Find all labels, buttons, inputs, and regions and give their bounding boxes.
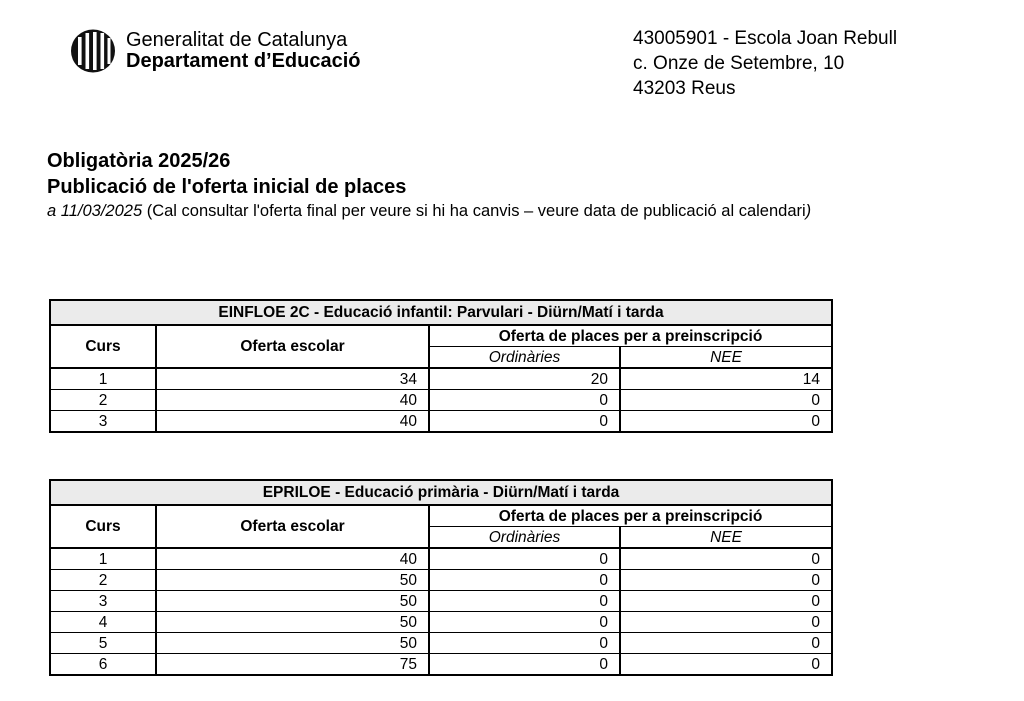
school-address [633, 26, 897, 101]
col-ordinaries-header: Ordinàries [429, 527, 620, 549]
table-row [50, 411, 832, 433]
curs-cell: 2 [50, 570, 156, 591]
ordinaries-cell: 0 [429, 612, 620, 633]
oferta-cell: 50 [156, 612, 429, 633]
oferta-cell: 75 [156, 654, 429, 676]
table-title: EINFLOE 2C - Educació infantil: Parvulari - Diürn/Matí i tarda [50, 300, 832, 325]
school-street: c. Onze de Setembre, 10 [633, 53, 845, 74]
nee-cell: 0 [620, 390, 832, 411]
publication-note [47, 200, 811, 222]
offer-table-infantil [49, 299, 833, 433]
note-open: ( [142, 202, 153, 220]
oferta-cell: 50 [156, 591, 429, 612]
curs-cell: 4 [50, 612, 156, 633]
ordinaries-cell: 0 [429, 633, 620, 654]
nee-cell: 0 [620, 612, 832, 633]
ordinaries-cell: 0 [429, 411, 620, 433]
col-nee-header: NEE [620, 347, 832, 369]
page-title: Obligatòria 2025/26 [47, 150, 231, 172]
ordinaries-cell: 20 [429, 368, 620, 390]
table-row [50, 570, 832, 591]
oferta-cell: 34 [156, 368, 429, 390]
ordinaries-cell: 0 [429, 591, 620, 612]
logo-text [126, 30, 361, 72]
col-curs-header: Curs [50, 505, 156, 548]
curs-cell: 6 [50, 654, 156, 676]
table-title: EPRILOE - Educació primària - Diürn/Matí i tarda [50, 480, 832, 505]
col-group-header: Oferta de places per a preinscripció [429, 505, 832, 527]
curs-cell: 1 [50, 548, 156, 570]
col-nee-header: NEE [620, 527, 832, 549]
table-row [50, 591, 832, 612]
title-block [47, 148, 811, 222]
nee-cell: 14 [620, 368, 832, 390]
ordinaries-cell: 0 [429, 548, 620, 570]
curs-cell: 3 [50, 411, 156, 433]
page-subtitle: Publicació de l'oferta inicial de places [47, 176, 407, 198]
oferta-cell: 40 [156, 390, 429, 411]
col-oferta-header: Oferta escolar [156, 505, 429, 548]
curs-cell: 5 [50, 633, 156, 654]
col-group-header: Oferta de places per a preinscripció [429, 325, 832, 347]
nee-cell: 0 [620, 570, 832, 591]
ordinaries-cell: 0 [429, 570, 620, 591]
generalitat-bars-logo-icon [69, 28, 117, 74]
note-close: ) [805, 202, 812, 220]
oferta-cell: 40 [156, 411, 429, 433]
generalitat-logo [69, 28, 361, 74]
oferta-cell: 40 [156, 548, 429, 570]
school-code-name: 43005901 - Escola Joan Rebull [633, 28, 898, 49]
nee-cell: 0 [620, 591, 832, 612]
nee-cell: 0 [620, 411, 832, 433]
col-oferta-header: Oferta escolar [156, 325, 429, 368]
table-row [50, 612, 832, 633]
oferta-cell: 50 [156, 633, 429, 654]
oferta-cell: 50 [156, 570, 429, 591]
table-row [50, 368, 832, 390]
note-text: Cal consultar l'oferta final per veure si hi ha canvis – veure data de publicació al calendari [152, 202, 806, 220]
table-row [50, 548, 832, 570]
nee-cell: 0 [620, 654, 832, 676]
ordinaries-cell: 0 [429, 390, 620, 411]
org-name: Generalitat de Catalunya [126, 29, 348, 51]
nee-cell: 0 [620, 633, 832, 654]
school-city: 43203 Reus [633, 78, 736, 99]
table-row [50, 633, 832, 654]
table-row [50, 390, 832, 411]
curs-cell: 1 [50, 368, 156, 390]
department-name: Departament d’Educació [126, 50, 361, 72]
offer-table-primaria [49, 479, 833, 676]
ordinaries-cell: 0 [429, 654, 620, 676]
curs-cell: 3 [50, 591, 156, 612]
nee-cell: 0 [620, 548, 832, 570]
publication-date: a 11/03/2025 [47, 202, 143, 220]
curs-cell: 2 [50, 390, 156, 411]
col-ordinaries-header: Ordinàries [429, 347, 620, 369]
table-row [50, 654, 832, 676]
col-curs-header: Curs [50, 325, 156, 368]
